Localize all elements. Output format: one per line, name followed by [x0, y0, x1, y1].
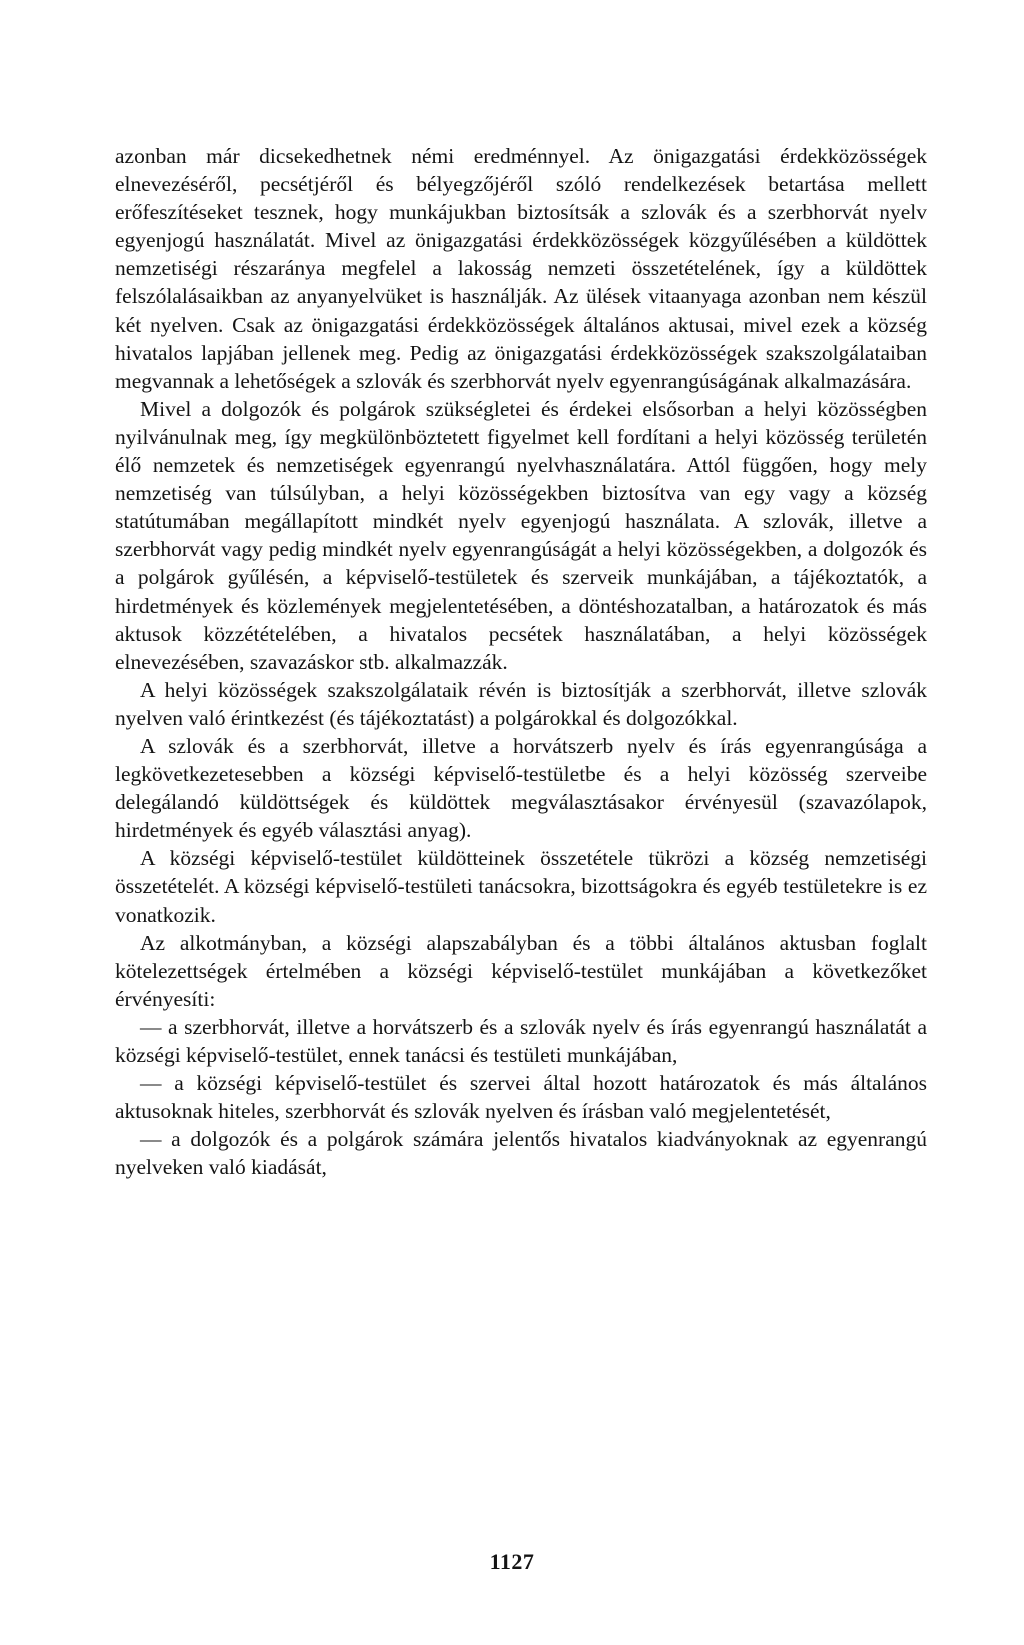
paragraph-elections: A szlovák és a szerbhorvát, illetve a horvátszerb nyelv és írás egyenrangúsága a legkövetkezetesebben a községi képviselő-testületbe és a helyi közösség szerveibe delegálandó küldöttségek és küldöttek megválasztásakor érvényesül (szavazólapok, hirdetmények és egyéb választási anyag).	[115, 733, 927, 843]
page-number: 1127	[489, 1549, 535, 1574]
paragraph-assembly-composition: A községi képviselő-testület küldötteinek összetétele tükrözi a község nemzetiségi összetételét. A községi képviselő-testületi tanácsokra, bizottságokra és egyéb testületekre is ez vonatkozik.	[115, 846, 927, 927]
body-text	[115, 142, 927, 1181]
paragraph-local-communities: Mivel a dolgozók és polgárok szükségletei és érdekei elsősorban a helyi közösségben nyilvánulnak meg, így megkülönböztetett figyelmet kell fordítani a helyi közösség területén élő nemzetek és nemzetiségek egyenrangú nyelvhasználatára. Attól függően, hogy mely nemzetiség van túlsúlyban, a helyi közösségekben biztosítva van egy vagy a község statútumában megállapított mindkét nyelv egyenjogú használata. A szlovák, illetve a szerbhorvát vagy pedig mindkét nyelv egyenrangúságát a helyi közösségekben, a dolgozók és a polgárok gyűlésén, a képviselő-testületek és szerveik munkájában, a tájékoztatók, a hirdetmények és közlemények megjelentetésében, a döntéshozatalban, a határozatok és más aktusok közzétételében, a hivatalos pecsétek használatában, a helyi közösségek elnevezésében, szavazáskor stb. alkalmazzák.	[115, 396, 927, 674]
paragraph-specialist-services: A helyi közösségek szakszolgálataik révén is biztosítják a szerbhorvát, illetve szlovák nyelven való érintkezést (és tájékoztatást) a polgárokkal és dolgozókkal.	[115, 677, 927, 730]
paragraph-constitution-obligations: Az alkotmányban, a községi alapszabályban és a többi általános aktusban foglalt kötelezettségek értelmében a községi képviselő-testület munkájában a következőket érvényesíti:	[115, 930, 927, 1011]
list-item: — a dolgozók és a polgárok számára jelentős hivatalos kiadványoknak az egyenrangú nyelveken való kiadását,	[115, 1127, 927, 1180]
paragraph-continuation: azonban már dicsekedhetnek némi eredménnyel. Az önigazgatási érdekközösségek elnevezéséről, pecsétjéről és bélyegzőjéről szóló rendelkezések betartása mellett erőfeszítéseket tesznek, hogy munkájukban biztosítsák a szlovák és a szerbhorvát nyelv egyenjogú használatát. Mivel az önigazgatási érdekközösségek közgyűlésében a küldöttek nemzetiségi részaránya megfelel a lakosság nemzeti összetételének, így a küldöttek felszólalásaikban az anyanyelvüket is használják. Az ülések vitaanyaga azonban nem készül két nyelven. Csak az önigazgatási érdekközösségek általános aktusai, mivel ezek a község hivatalos lapjában jellenek meg. Pedig az önigazgatási érdekközösségek szakszolgálataiban megvannak a lehetőségek a szlovák és szerbhorvát nyelv egyenrangúságának alkalmazására.	[115, 144, 927, 393]
list-item: — a községi képviselő-testület és szervei által hozott határozatok és más általános aktusoknak hiteles, szerbhorvát és szlovák nyelven és írásban való megjelentetését,	[115, 1071, 927, 1124]
list-item: — a szerbhorvát, illetve a horvátszerb és a szlovák nyelv és írás egyenrangú használatát a községi képviselő-testület, ennek tanácsi és testületi munkájában,	[115, 1014, 927, 1067]
